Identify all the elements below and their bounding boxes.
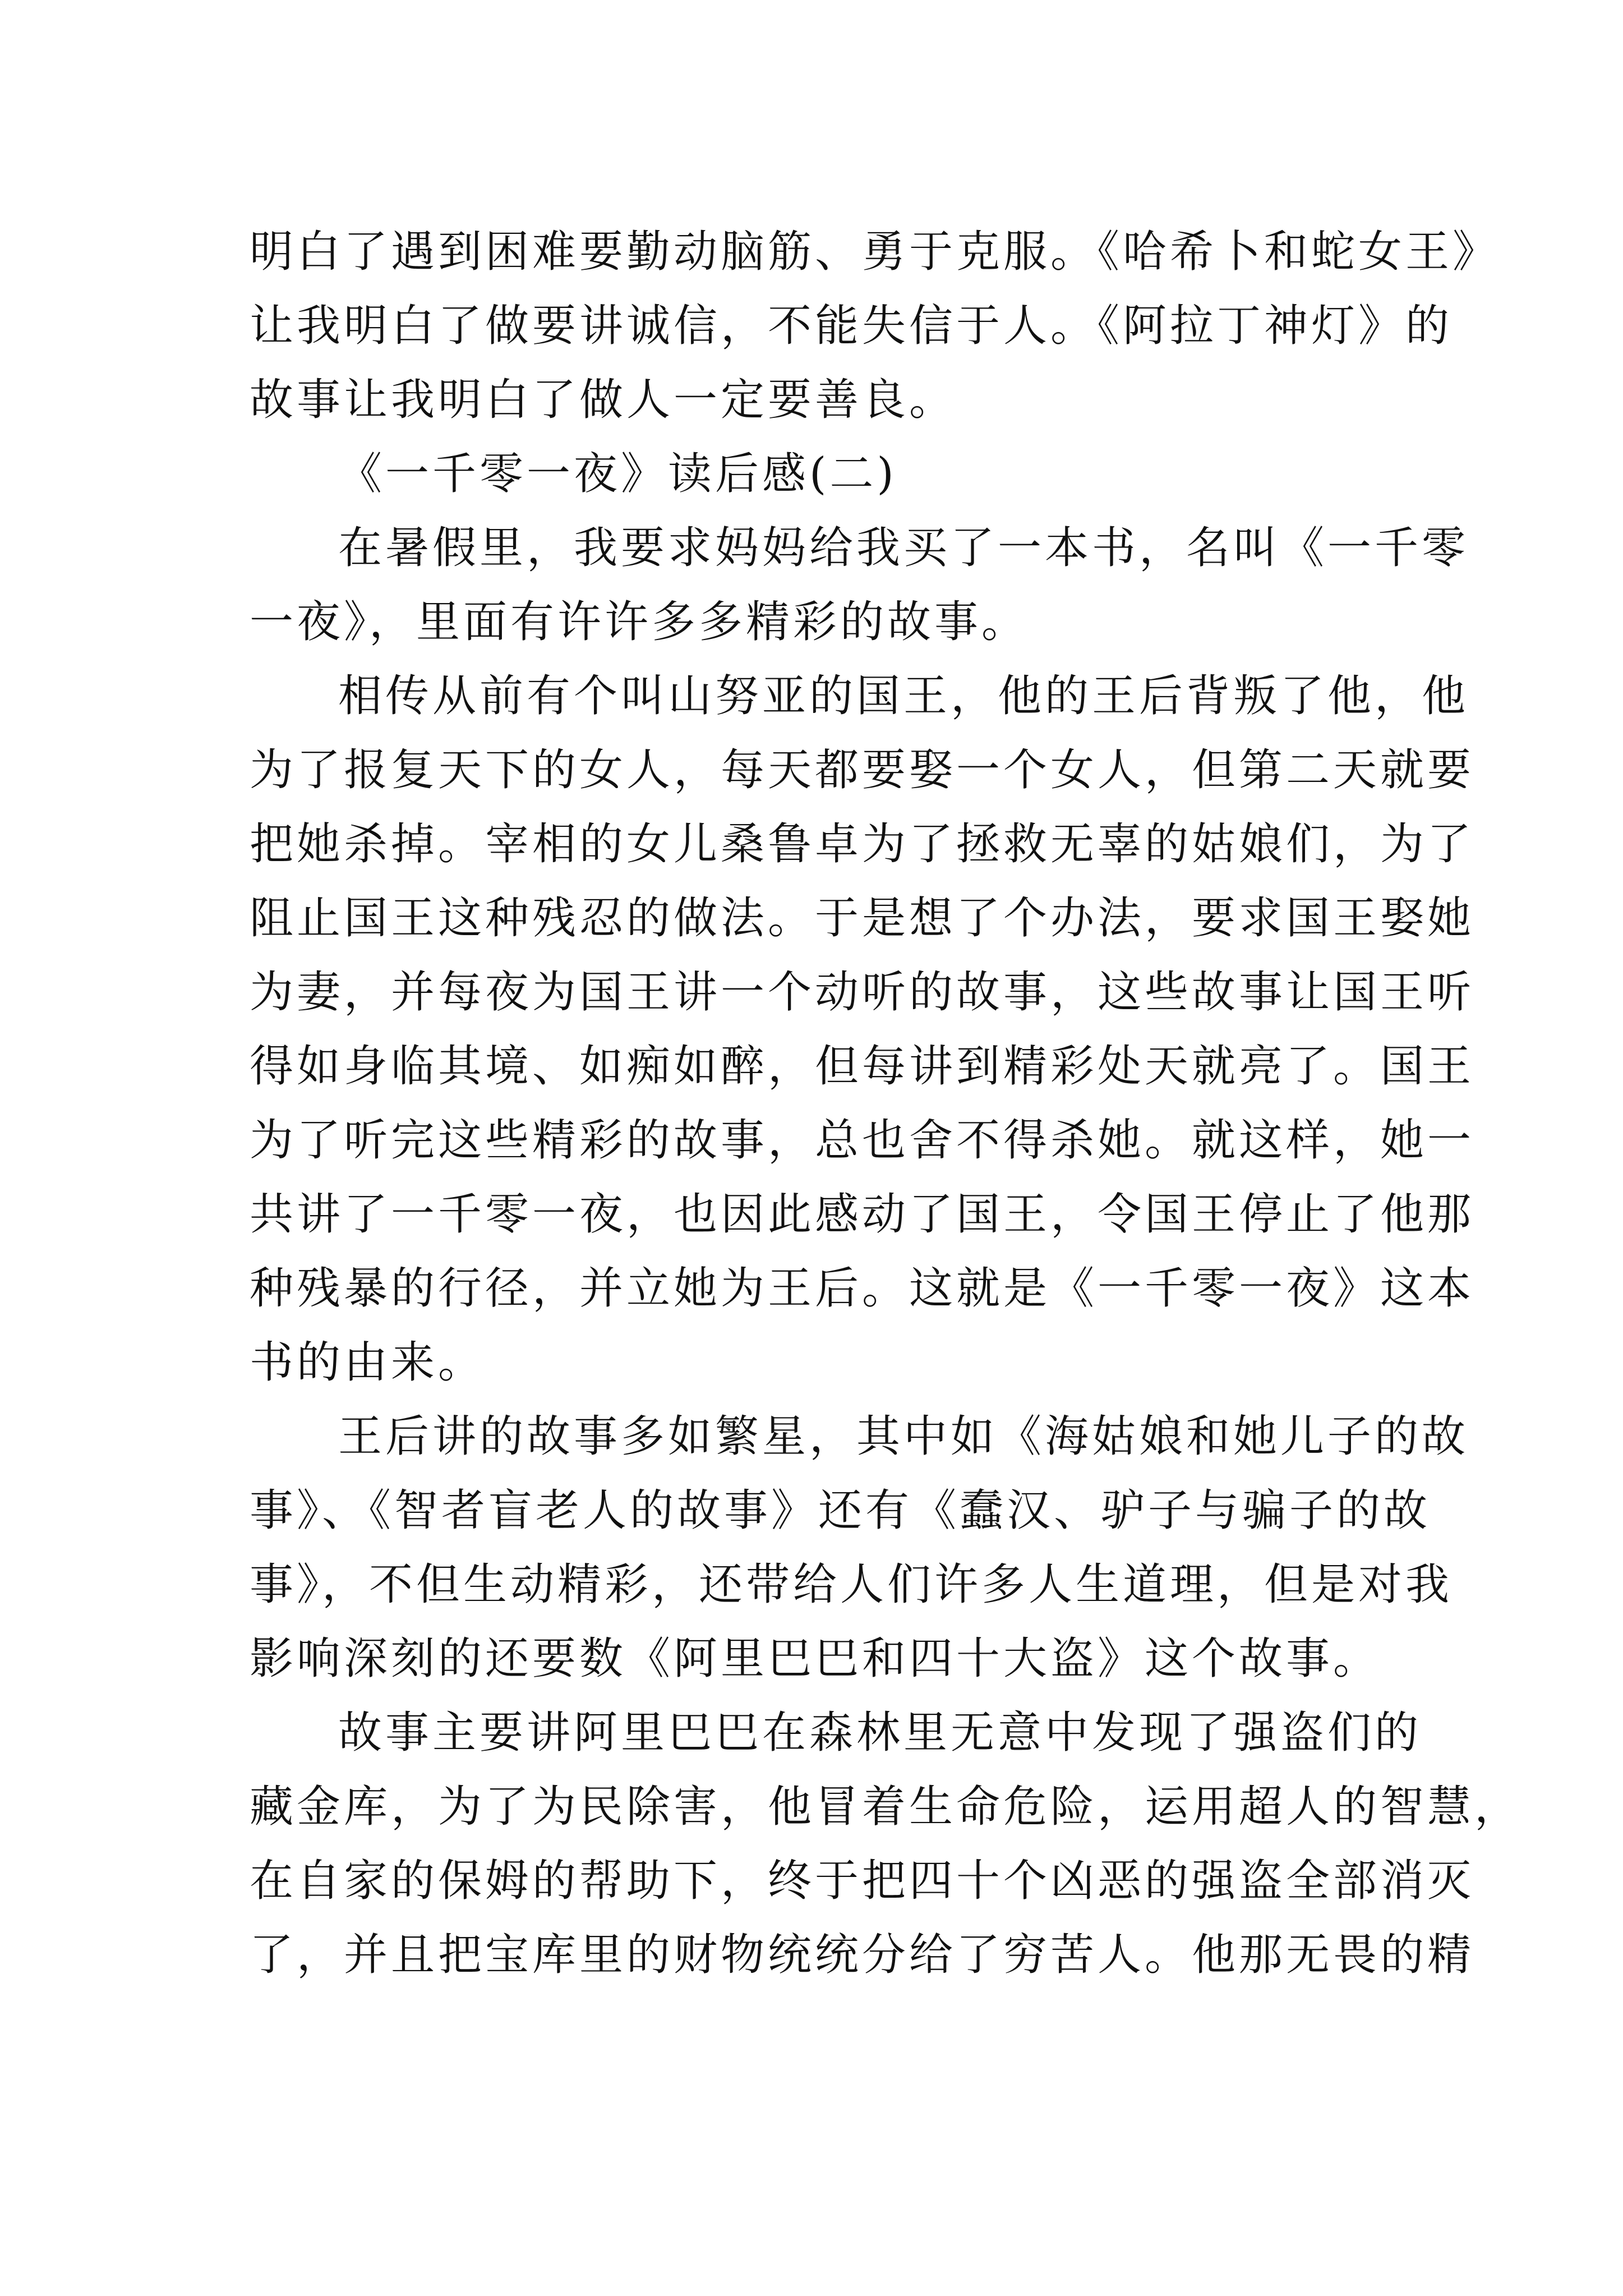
- text-line: 故事让我明白了做人一定要善良。: [250, 375, 957, 425]
- document-body: [250, 215, 1522, 1992]
- text-line: 得如身临其境、如痴如醉，但每讲到精彩处天就亮了。国王: [250, 1041, 1475, 1092]
- text-line: 一夜》，里面有许许多多精彩的故事。: [250, 597, 1029, 647]
- text-line: 明白了遇到困难要勤动脑筋、勇于克服。《哈希卜和蛇女王》: [250, 227, 1500, 277]
- text-line: 事》、《智者盲老人的故事》还有《蠢汉、驴子与骗子的故: [250, 1485, 1431, 1536]
- text-line: 了，并且把宝库里的财物统统分给了穷苦人。他那无畏的精: [250, 1930, 1475, 1980]
- text-line: 在自家的保姆的帮助下，终于把四十个凶恶的强盗全部消灭: [250, 1856, 1475, 1906]
- text-line: 故事主要讲阿里巴巴在森林里无意中发现了强盗们的: [338, 1708, 1422, 1758]
- text-line: 为妻，并每夜为国王讲一个动听的故事，这些故事让国王听: [250, 967, 1475, 1018]
- text-line: 把她杀掉。宰相的女儿桑鲁卓为了拯救无辜的姑娘们，为了: [250, 819, 1475, 869]
- text-line: 让我明白了做要讲诚信，不能失信于人。《阿拉丁神灯》的: [250, 301, 1453, 351]
- text-line: 阻止国王这种残忍的做法。于是想了个办法，要求国王娶她: [250, 893, 1475, 944]
- text-line: 为了报复天下的女人，每天都要娶一个女人，但第二天就要: [250, 745, 1475, 795]
- text-line: 为了听完这些精彩的故事，总也舍不得杀她。就这样，她一: [250, 1115, 1475, 1166]
- text-line: 事》，不但生动精彩，还带给人们许多人生道理，但是对我: [250, 1559, 1453, 1610]
- text-line: 王后讲的故事多如繁星，其中如《海姑娘和她儿子的故: [338, 1411, 1469, 1462]
- text-line: 相传从前有个叫山努亚的国王，他的王后背叛了他，他: [338, 671, 1469, 721]
- text-line: 藏金库，为了为民除害，他冒着生命危险，运用超人的智慧，: [250, 1782, 1522, 1832]
- text-line: 在暑假里，我要求妈妈给我买了一本书，名叫《一千零: [338, 523, 1469, 573]
- text-line: 书的由来。: [250, 1337, 486, 1388]
- text-line: 影响深刻的还要数《阿里巴巴和四十大盗》这个故事。: [250, 1634, 1381, 1684]
- section-title: 《一千零一夜》读后感(二): [338, 449, 897, 499]
- text-line: 共讲了一千零一夜，也因此感动了国王，令国王停止了他那: [250, 1189, 1475, 1240]
- text-line: 种残暴的行径，并立她为王后。这就是《一千零一夜》这本: [250, 1263, 1475, 1314]
